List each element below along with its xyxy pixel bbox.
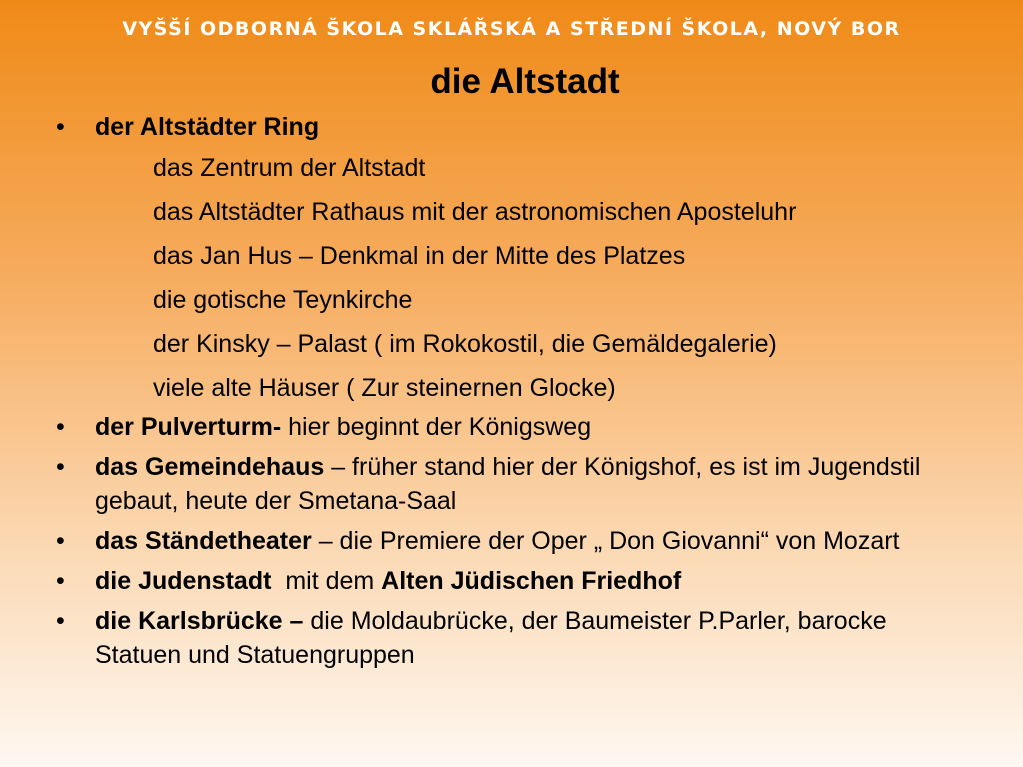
sub-item: das Jan Hus – Denkmal in der Mitte des Platzes bbox=[153, 242, 686, 270]
school-header: VYŠŠÍ ODBORNÁ ŠKOLA SKLÁŘSKÁ A STŘEDNÍ ŠKOLA, NOVÝ BOR bbox=[122, 18, 901, 40]
bullet-heading: die Judenstadt bbox=[95, 567, 272, 595]
bullet-karlsbruecke bbox=[56, 604, 976, 672]
bullet-altstaedter-ring bbox=[56, 108, 976, 146]
bullet-judenstadt bbox=[56, 564, 976, 598]
sub-item: das Zentrum der Altstadt bbox=[153, 154, 426, 182]
sub-item: das Altstädter Rathaus mit der astronomischen Aposteluhr bbox=[153, 198, 797, 226]
slide-title: die Altstadt bbox=[430, 62, 620, 101]
sub-item: der Kinsky – Palast ( im Rokokostil, die Gemäldegalerie) bbox=[153, 330, 777, 358]
bullet-text: die Moldaubrücke, der Baumeister P.Parler, barocke Statuen und Statuengruppen bbox=[95, 607, 887, 669]
bullet-text: – die Premiere der Oper „ Don Giovanni“ von Mozart bbox=[311, 527, 900, 555]
bullet-heading: das Ständetheater bbox=[95, 527, 312, 555]
bullet-text: hier beginnt der Königsweg bbox=[281, 413, 592, 441]
bullet-text: mit dem bbox=[271, 567, 382, 595]
sub-item: die gotische Teynkirche bbox=[153, 286, 413, 314]
bullet-heading: die Karlsbrücke – bbox=[95, 607, 304, 635]
bullet-heading: der Altstädter Ring bbox=[95, 113, 320, 141]
bullet-heading: das Gemeindehaus bbox=[95, 453, 325, 481]
bullet-heading: der Pulverturm- bbox=[95, 413, 282, 441]
bullet-staendetheater bbox=[56, 524, 976, 558]
bullet-gemeindehaus bbox=[56, 450, 976, 518]
bullet-pulverturm bbox=[56, 410, 976, 444]
bullet-text: – früher stand hier der Königshof, es ist im Jugendstil gebaut, heute der Smetana-Saal bbox=[95, 453, 921, 515]
bullet-heading-2: Alten Jüdischen Friedhof bbox=[381, 567, 682, 595]
slide-content bbox=[56, 108, 976, 678]
sub-item: viele alte Häuser ( Zur steinernen Glocke) bbox=[153, 374, 616, 402]
